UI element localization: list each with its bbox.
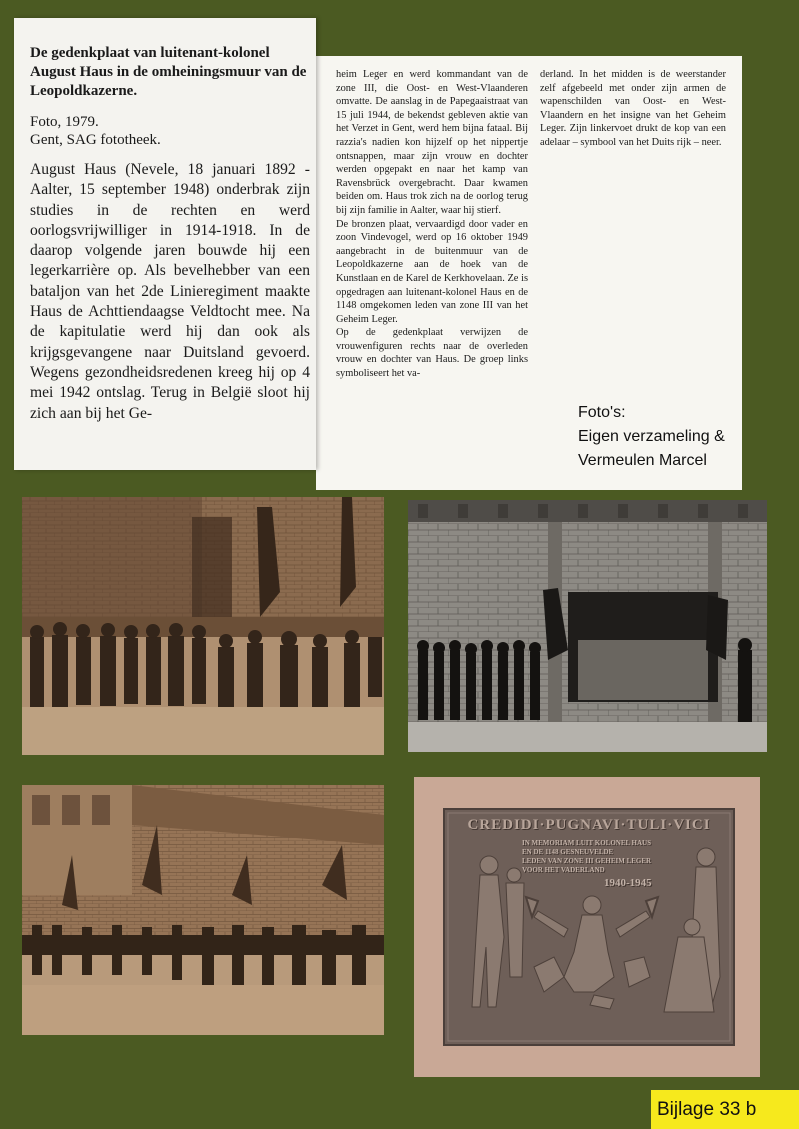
photo-credit [578,401,725,473]
book-scan [14,18,742,470]
appendix-badge: Bijlage 33 b [651,1090,799,1129]
plaque-dedication [522,839,728,875]
credit-line-3: Vermeulen Marcel [578,452,707,469]
article-body-left: August Haus (Nevele, 18 januari 1892 - Aalter, 15 september 1948) onderbrak zijn studies in de rechten en werd oorlogsvrijwilliger in 1914-1918. In de daarop volgende jaren bouwde hij een legerkarrière op. Als bevelhebber van een bataljon van het 2de Linieregiment maakte Haus de Achttiendaagse Veldtocht mee. Na de kapitulatie werd hij dan ook als krijgsgevangene naar Duitsland gevoerd. Wegens gezondheidsredenen kreeg hij op 4 mei 1942 ontslag. Terug in België sloot hij zich aan bij het Ge- [30,161,310,422]
column-2-paragraph: derland. In het midden is de weerstander zelf afgebeeld met onder zijn armen de wapenschilden van Oost- en West-Vlaandern en het insigne van het Geheim Leger. Zijn linkervoet drukt de kop van een adelaar – symbool van het Duits rijk – neer. [540,69,726,148]
column-1-paragraph: De bronzen plaat, vervaardigd door vader en zoon Vindevogel, werd op 16 oktober 1949 aangebracht in de buitenmuur van de Leopoldkazerne aan de hoek van de Kunstlaan en de Karel de Kerkhovelaan. Ze is opgedragen aan luitenant-kolonel Haus en de 1148 omgekomen leden van zone III van het Geheim Leger. [336,218,528,325]
column-1-paragraph: heim Leger en werd kommandant van de zone III, die Oost- en West-Vlaanderen omvatte. De aanslag in de Papegaaistraat van 15 juli 1944, de bekendst gebleven aktie van het Verzet in Gent, werd hem bijna fataal. Bij razzia's nadien kon hijzelf op het nippertje ontsnappen, maar zijn vrouw en dochter werden opgepakt en naar het kamp van Ravensbrück overgebracht. Daar kwamen beiden om. Haus trok zich na de oorlog terug bij zijn familie in Aalter, waar hij stierf. [336,69,528,216]
credit-line-1: Foto's: [578,404,626,421]
plaque-motto: CREDIDI·PUGNAVI·TULI·VICI [467,817,711,833]
caption-line-2: Gent, SAG fototheek. [30,132,161,148]
book-page-right [316,56,742,490]
photo-memorial-wall-bw [408,500,767,752]
article-title: De gedenkplaat van luitenant-kolonel August Haus in de omheiningsmuur van de Leopoldkazerne. [30,45,307,99]
photo-parade-wall-sepia [22,785,384,1035]
article-column-1 [336,68,528,490]
caption-line-1: Foto, 1979. [30,114,99,130]
photo-ceremony-street-sepia [22,497,384,755]
column-1-paragraph: Op de gedenkplaat verwijzen de vrouwenfiguren rechts naar de overleden vrouw en dochter van Haus. De groep links symboliseert het va- [336,327,528,380]
photo-bronze-plaque [414,777,760,1077]
photo-caption [30,113,310,149]
book-page-left [14,18,316,470]
plaque-line-3: LEDEN VAN ZONE III GEHEIM LEGER [522,857,652,865]
plaque-years: 1940-1945 [604,877,652,889]
plaque-line-1: IN MEMORIAM LUIT KOLONEL HAUS [522,839,651,847]
plaque-line-2: EN DE 1148 GESNEUVELDE [522,848,614,856]
plaque-line-4: VOOR HET VADERLAND [522,866,605,874]
credit-line-2: Eigen verzameling & [578,428,725,445]
